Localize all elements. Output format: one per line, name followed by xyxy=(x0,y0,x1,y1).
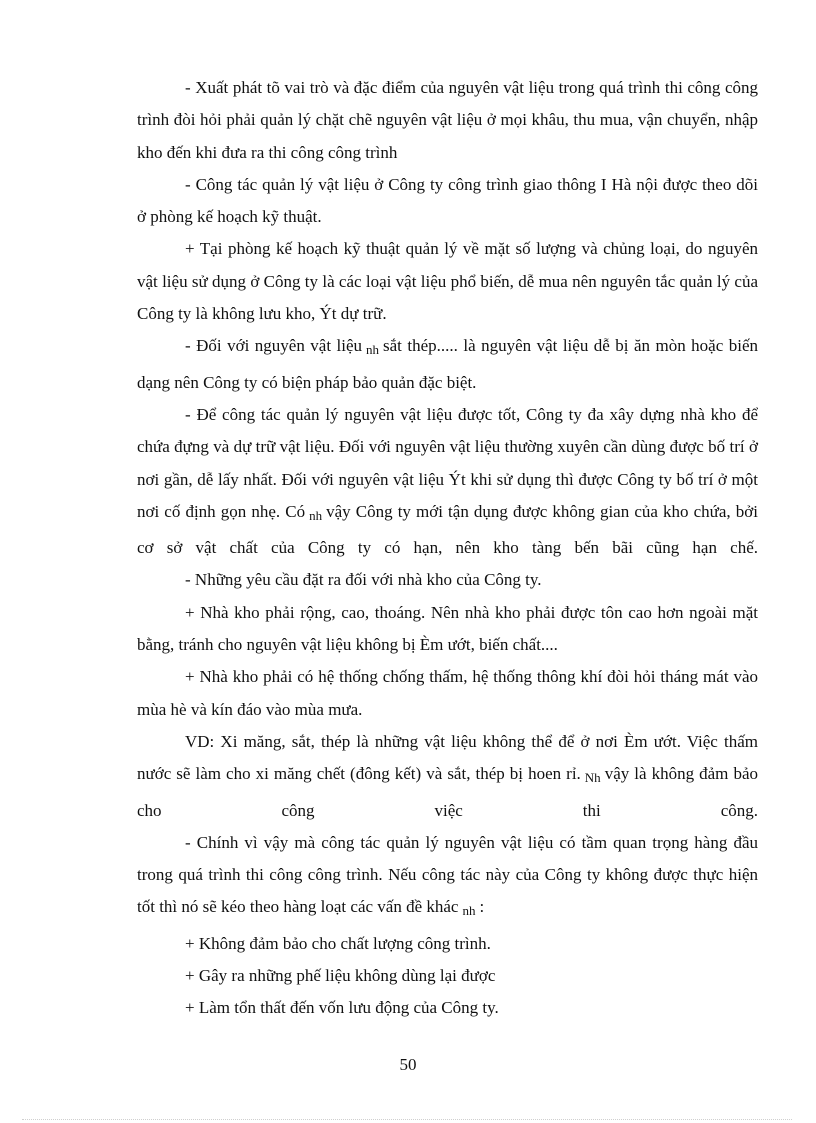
paragraph: + Gây ra những phế liệu không dùng lại được xyxy=(185,966,496,986)
paragraph xyxy=(137,399,758,564)
page-number: 50 xyxy=(399,1055,417,1074)
paragraph: + Tại phòng kế hoạch kỹ thuật quản lý về mặt số lượng và chủng loại, do nguyên vật liệu sử dụng ở Công ty là các loại vật liệu phổ biến, dễ mua nên nguyên tắc quản lý của Công ty là không lưu kho, Ýt dự trữ. xyxy=(137,239,758,324)
paragraph: + Nhà kho phải rộng, cao, thoáng. Nên nhà kho phải được tôn cao hơn ngoài mặt bằng, tránh cho nguyên vật liệu không bị Èm ướt, biến chất.... xyxy=(137,602,758,655)
paragraph-text: : xyxy=(479,897,485,917)
paragraph-text: - Chính vì vậy mà công tác quản lý nguyên vật liệu có tầm quan trọng hàng đầu trong quá trình thi công công trình. Nếu công tác này của Công ty không được thực hiện tốt thì nó sẽ kéo theo hàng loạt các vấn đề khác xyxy=(137,832,758,917)
paragraph xyxy=(137,330,758,399)
subscript-fragment: nh xyxy=(462,903,476,919)
subscript-fragment: nh xyxy=(309,507,323,523)
footer-divider xyxy=(22,1119,792,1120)
paragraph-text: - Để công tác quản lý nguyên vật liệu được tốt, Công ty đa xây dựng nhà kho để chứa đựng và dự trữ vật liệu. Đối với nguyên vật liệu thường xuyên cần dùng được bố trí ở nơi gần, dễ lấy nhất. Đối với nguyên vật liệu Ýt khi sử dụng thì được Công ty bố trí ở một nơi cố định gọn nhẹ. Có xyxy=(137,404,758,521)
paragraph-text: vậy Công ty mới tận dụng được không gian của kho chứa, bởi cơ sở vật chất của Công ty có hạn, nên kho tàng bến bãi cũng hạn chế. xyxy=(137,501,758,558)
paragraph: + Nhà kho phải có hệ thống chống thấm, hệ thống thông khí đòi hỏi tháng mát vào mùa hè và kín đáo vào mùa mưa. xyxy=(137,667,758,719)
paragraph-text: - Đối với nguyên vật liệu xyxy=(185,336,363,356)
paragraph xyxy=(137,726,758,827)
paragraph: - Công tác quản lý vật liệu ở Công ty công trình giao thông I Hà nội được theo dõi ở phòng kế hoạch kỹ thuật. xyxy=(137,174,758,227)
paragraph-text: VD: Xi măng, sắt, thép là những vật liệu không thể để ở nơi Èm ướt. Việc thấm nước sẽ làm cho xi măng chết (đông kết) và sắt, thép bị hoen rỉ. xyxy=(137,731,758,784)
paragraph: - Những yêu cầu đặt ra đối với nhà kho của Công ty. xyxy=(185,570,542,590)
subscript-fragment: Nh xyxy=(584,770,601,786)
paragraph-text: sắt thép..... là nguyên vật liệu dễ bị ăn mòn hoặc biến dạng nên Công ty có biện pháp bảo quản đặc biệt. xyxy=(137,336,759,392)
subscript-fragment: nh xyxy=(366,342,380,358)
paragraph: + Làm tổn thất đến vốn lưu động của Công ty. xyxy=(185,998,499,1018)
paragraph: + Không đảm bảo cho chất lượng công trình. xyxy=(185,933,491,953)
paragraph-text: vậy là không đảm bảo cho công việc thi công. xyxy=(137,764,758,820)
paragraph xyxy=(137,827,758,928)
paragraph: - Xuất phát tõ vai trò và đặc điểm của nguyên vật liệu trong quá trình thi công công trình đòi hỏi phải quản lý chặt chẽ nguyên vật liệu ở mọi khâu, thu mua, vận chuyển, nhập kho đến khi đưa ra thi công công trình xyxy=(137,78,758,162)
document-body xyxy=(137,72,758,1025)
